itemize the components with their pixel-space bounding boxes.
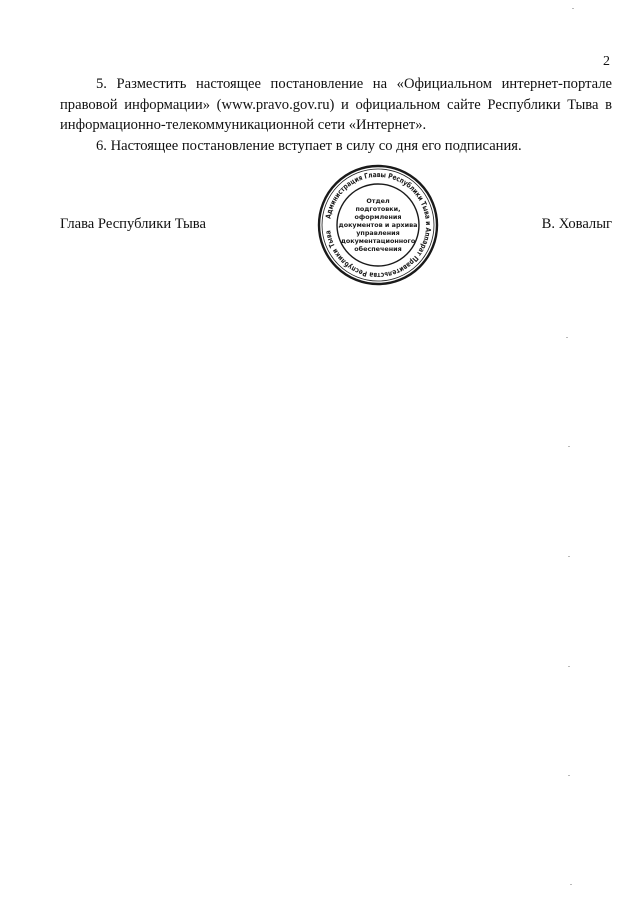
seal-ring-text: Администрация Главы Республики Тыва и Аппарат Правительства Республики Тыва <box>323 169 434 281</box>
svg-text:оформления: оформления <box>354 213 402 221</box>
seal-center-text <box>339 197 418 253</box>
scan-artifact <box>568 556 570 557</box>
svg-text:Отдел: Отдел <box>366 197 390 205</box>
signatory-name: В. Ховалыг <box>541 216 612 232</box>
svg-text:обеспечения: обеспечения <box>354 245 402 253</box>
svg-text:управления: управления <box>356 229 400 237</box>
page-number: 2 <box>603 54 610 69</box>
scan-artifact <box>568 446 570 447</box>
scan-artifact <box>570 884 572 885</box>
scan-artifact <box>572 8 574 9</box>
paragraph-6: 6. Настоящее постановление вступает в силу со дня его подписания. <box>96 137 522 154</box>
scan-artifact <box>568 775 570 776</box>
scan-artifact <box>568 666 570 667</box>
document-body <box>60 74 612 156</box>
seal-graphic <box>316 163 440 287</box>
scan-artifact <box>566 337 568 338</box>
paragraph-5: 5. Разместить настоящее постановление на «Официальном интернет-портале правовой информации» (www.pravo.gov.ru) и официальном сайте Республики Тыва в информационно-телекоммуникационной сети «Интернет». <box>60 76 612 133</box>
svg-text:документационного: документационного <box>340 237 416 245</box>
official-seal <box>316 163 440 287</box>
signatory-title: Глава Республики Тыва <box>60 216 206 232</box>
svg-text:подготовки,: подготовки, <box>355 205 401 213</box>
svg-text:документов и архива: документов и архива <box>338 221 418 229</box>
